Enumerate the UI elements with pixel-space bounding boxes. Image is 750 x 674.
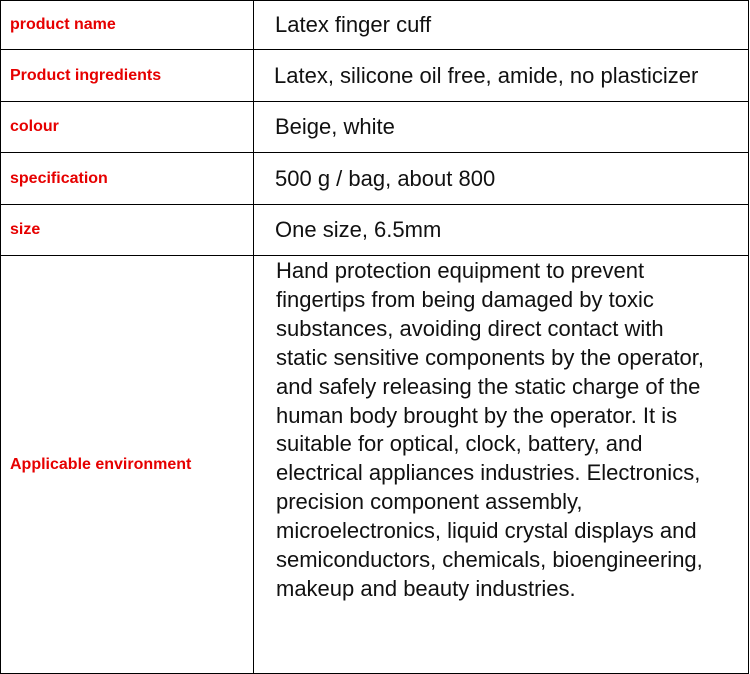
row-value: Hand protection equipment to prevent fingertips from being damaged by toxic substances, avoiding direct contact with static sensitive components by the operator, and safely releasing the static charge of the human body brought by the operator. It is suitable for optical, clock, battery, and electrical appliances industries. Electronics, precision component assembly, microelectronics, liquid crystal displays and semiconductors, chemicals, bioengineering, makeup and beauty industries. (254, 256, 749, 674)
table-row-specification (1, 153, 749, 205)
row-label: specification (1, 153, 254, 205)
row-label: colour (1, 102, 254, 153)
table-row-applicable-environment (1, 256, 749, 674)
table-row-product-name (1, 1, 749, 50)
table-row-size (1, 205, 749, 256)
row-label: Applicable environment (1, 256, 254, 674)
row-label: product name (1, 1, 254, 50)
row-value: Beige, white (254, 102, 749, 153)
table-row-product-ingredients (1, 50, 749, 102)
row-label: Product ingredients (1, 50, 254, 102)
table-row-colour (1, 102, 749, 153)
row-value: One size, 6.5mm (254, 205, 749, 256)
row-label: size (1, 205, 254, 256)
row-value: 500 g / bag, about 800 (254, 153, 749, 205)
row-value: Latex finger cuff (254, 1, 749, 50)
row-value: Latex, silicone oil free, amide, no plasticizer (254, 50, 749, 102)
